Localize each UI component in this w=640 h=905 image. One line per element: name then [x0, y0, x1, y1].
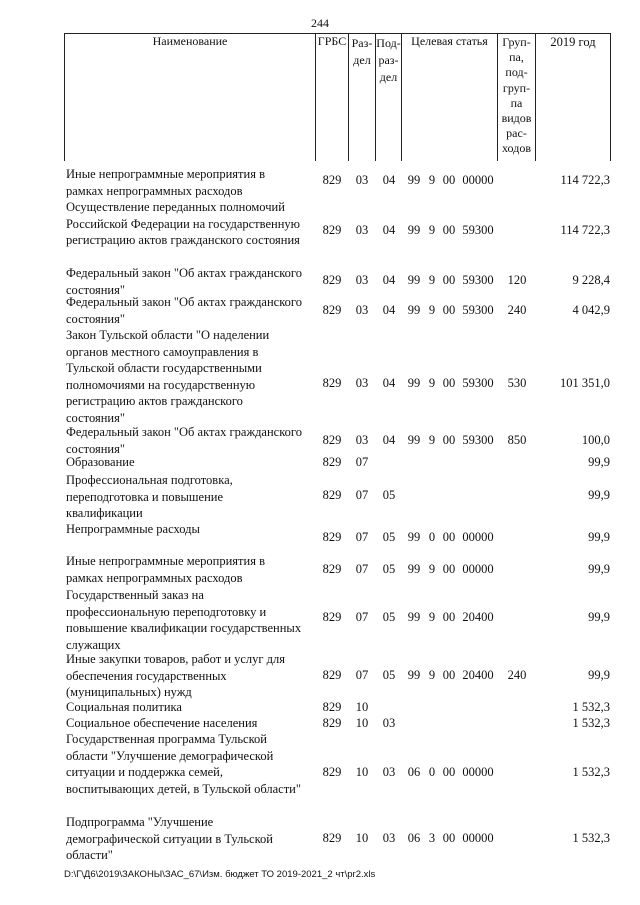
razdel-cell: 07 [355, 455, 369, 469]
row-name: Иные непрограммные мероприятия в рамках непрограммных расходов [66, 167, 265, 198]
row-name: Федеральный закон "Об актах гражданского состояния" [66, 266, 302, 297]
expense-type-cell: 530 [507, 376, 527, 390]
row-name: Подпрограмма "Улучшение демографической ситуации в Тульской области" [66, 815, 273, 862]
target-part-4: 59300 [462, 376, 494, 390]
grbs-cell: 829 [322, 488, 342, 502]
podrazdel-cell: 05 [382, 668, 396, 682]
target-part-1: 99 [407, 173, 421, 187]
razdel-cell: 07 [355, 488, 369, 502]
grbs-cell: 829 [322, 831, 342, 845]
target-part-3: 00 [442, 173, 456, 187]
target-part-3: 00 [442, 610, 456, 624]
razdel-cell: 03 [355, 173, 369, 187]
row-name: Закон Тульской области "О наделении органов местного самоуправления в Тульской области государственными полномочиями на государственную регистрацию актов гражданского состояния" [66, 328, 270, 425]
expense-type-cell: 240 [507, 668, 527, 682]
amount-cell: 1 532,3 [572, 765, 610, 779]
target-part-3: 00 [442, 765, 456, 779]
razdel-cell: 03 [355, 303, 369, 317]
target-part-2: 9 [428, 433, 436, 447]
row-name: Социальная политика [66, 700, 182, 714]
row-name: Иные закупки товаров, работ и услуг для обеспечения государственных (муниципальных) нужд [66, 652, 286, 699]
target-part-4: 00000 [462, 530, 494, 544]
podrazdel-cell: 04 [382, 376, 396, 390]
target-part-3: 00 [442, 562, 456, 576]
target-part-1: 99 [407, 303, 421, 317]
razdel-cell: 03 [355, 433, 369, 447]
amount-cell: 114 722,3 [560, 173, 610, 187]
amount-cell: 99,9 [588, 562, 610, 576]
row-name: Социальное обеспечение населения [66, 716, 258, 730]
target-part-3: 00 [442, 273, 456, 287]
podrazdel-cell: 05 [382, 562, 396, 576]
grbs-cell: 829 [322, 562, 342, 576]
grbs-cell: 829 [322, 610, 342, 624]
razdel-cell: 10 [355, 831, 369, 845]
target-part-2: 0 [428, 530, 436, 544]
podrazdel-cell: 04 [382, 223, 396, 237]
grbs-cell: 829 [322, 700, 342, 714]
razdel-cell: 10 [355, 765, 369, 779]
amount-cell: 100,0 [581, 433, 610, 447]
razdel-cell: 07 [355, 610, 369, 624]
grbs-cell: 829 [322, 223, 342, 237]
amount-cell: 4 042,9 [572, 303, 610, 317]
target-part-1: 06 [407, 831, 421, 845]
target-part-3: 00 [442, 530, 456, 544]
footer-file-path: D:\Г\Д6\2019\ЗАКОНЫ\ЗАС_67\Изм. бюджет ТО 2019-2021_2 чт\pr2.xls [64, 869, 376, 880]
target-part-4: 59300 [462, 273, 494, 287]
target-part-3: 00 [442, 668, 456, 682]
row-name: Иные непрограммные мероприятия в рамках непрограммных расходов [66, 554, 265, 585]
podrazdel-cell: 05 [382, 530, 396, 544]
podrazdel-cell: 04 [382, 433, 396, 447]
grbs-cell: 829 [322, 303, 342, 317]
amount-cell: 99,9 [588, 668, 610, 682]
header-razdel: Раз- дел [351, 36, 373, 67]
podrazdel-cell: 04 [382, 273, 396, 287]
header-target: Целевая статья [411, 34, 488, 48]
header-group: Груп- па, под- груп- па видов рас- ходов [501, 35, 532, 156]
podrazdel-cell: 03 [382, 765, 396, 779]
amount-cell: 99,9 [588, 610, 610, 624]
target-part-1: 06 [407, 765, 421, 779]
target-part-2: 9 [428, 562, 436, 576]
razdel-cell: 07 [355, 530, 369, 544]
amount-cell: 1 532,3 [572, 831, 610, 845]
target-part-1: 99 [407, 376, 421, 390]
target-part-4: 59300 [462, 223, 494, 237]
target-part-4: 00000 [462, 173, 494, 187]
razdel-cell: 07 [355, 668, 369, 682]
amount-cell: 99,9 [588, 455, 610, 469]
target-part-3: 00 [442, 433, 456, 447]
target-part-1: 99 [407, 433, 421, 447]
razdel-cell: 10 [355, 700, 369, 714]
razdel-cell: 03 [355, 223, 369, 237]
target-part-3: 00 [442, 303, 456, 317]
row-name: Осуществление переданных полномочий Российской Федерации на государственную регистрацию актов гражданского состояния [66, 200, 300, 247]
target-part-2: 9 [428, 273, 436, 287]
target-part-2: 9 [428, 668, 436, 682]
header-name: Наименование [152, 34, 228, 48]
row-name: Образование [66, 455, 135, 469]
target-part-4: 00000 [462, 831, 494, 845]
grbs-cell: 829 [322, 765, 342, 779]
target-part-2: 9 [428, 303, 436, 317]
target-part-1: 99 [407, 530, 421, 544]
target-part-1: 99 [407, 668, 421, 682]
amount-cell: 99,9 [588, 488, 610, 502]
target-part-1: 99 [407, 273, 421, 287]
target-part-4: 20400 [462, 668, 494, 682]
podrazdel-cell: 04 [382, 303, 396, 317]
row-name: Непрограммные расходы [66, 522, 200, 536]
amount-cell: 114 722,3 [560, 223, 610, 237]
expense-type-cell: 850 [507, 433, 527, 447]
target-part-3: 00 [442, 376, 456, 390]
razdel-cell: 03 [355, 273, 369, 287]
grbs-cell: 829 [322, 433, 342, 447]
target-part-4: 59300 [462, 303, 494, 317]
row-name: Государственный заказ на профессиональную переподготовку и повышение квалификации государственных служащих [66, 588, 302, 652]
target-part-3: 00 [442, 831, 456, 845]
header-year: 2019 год [550, 35, 596, 49]
amount-cell: 1 532,3 [572, 716, 610, 730]
amount-cell: 9 228,4 [572, 273, 610, 287]
row-name: Федеральный закон "Об актах гражданского состояния" [66, 295, 302, 326]
target-part-1: 99 [407, 562, 421, 576]
grbs-cell: 829 [322, 530, 342, 544]
razdel-cell: 07 [355, 562, 369, 576]
target-part-2: 9 [428, 376, 436, 390]
grbs-cell: 829 [322, 455, 342, 469]
podrazdel-cell: 05 [382, 610, 396, 624]
target-part-4: 20400 [462, 610, 494, 624]
expense-type-cell: 240 [507, 303, 527, 317]
expense-type-cell: 120 [507, 273, 527, 287]
razdel-cell: 03 [355, 376, 369, 390]
target-part-2: 9 [428, 223, 436, 237]
amount-cell: 101 351,0 [560, 376, 610, 390]
grbs-cell: 829 [322, 376, 342, 390]
target-part-2: 0 [428, 765, 436, 779]
target-part-4: 59300 [462, 433, 494, 447]
grbs-cell: 829 [322, 173, 342, 187]
target-part-2: 9 [428, 173, 436, 187]
row-name: Государственная программа Тульской области "Улучшение демографической ситуации и поддержка семей, воспитывающих детей, в Тульской области" [66, 732, 301, 796]
amount-cell: 99,9 [588, 530, 610, 544]
grbs-cell: 829 [322, 668, 342, 682]
header-podrazdel: Под- раз- дел [376, 36, 401, 84]
target-part-2: 3 [428, 831, 436, 845]
target-part-1: 99 [407, 610, 421, 624]
page-number: 244 [311, 16, 329, 30]
podrazdel-cell: 05 [382, 488, 396, 502]
target-part-4: 00000 [462, 765, 494, 779]
target-part-4: 00000 [462, 562, 494, 576]
podrazdel-cell: 03 [382, 716, 396, 730]
target-part-1: 99 [407, 223, 421, 237]
podrazdel-cell: 03 [382, 831, 396, 845]
header-grbs: ГРБС [317, 34, 347, 48]
grbs-cell: 829 [322, 716, 342, 730]
razdel-cell: 10 [355, 716, 369, 730]
grbs-cell: 829 [322, 273, 342, 287]
amount-cell: 1 532,3 [572, 700, 610, 714]
row-name: Профессиональная подготовка, переподготовка и повышение квалификации [66, 473, 233, 520]
target-part-3: 00 [442, 223, 456, 237]
row-name: Федеральный закон "Об актах гражданского состояния" [66, 425, 302, 456]
target-part-2: 9 [428, 610, 436, 624]
podrazdel-cell: 04 [382, 173, 396, 187]
